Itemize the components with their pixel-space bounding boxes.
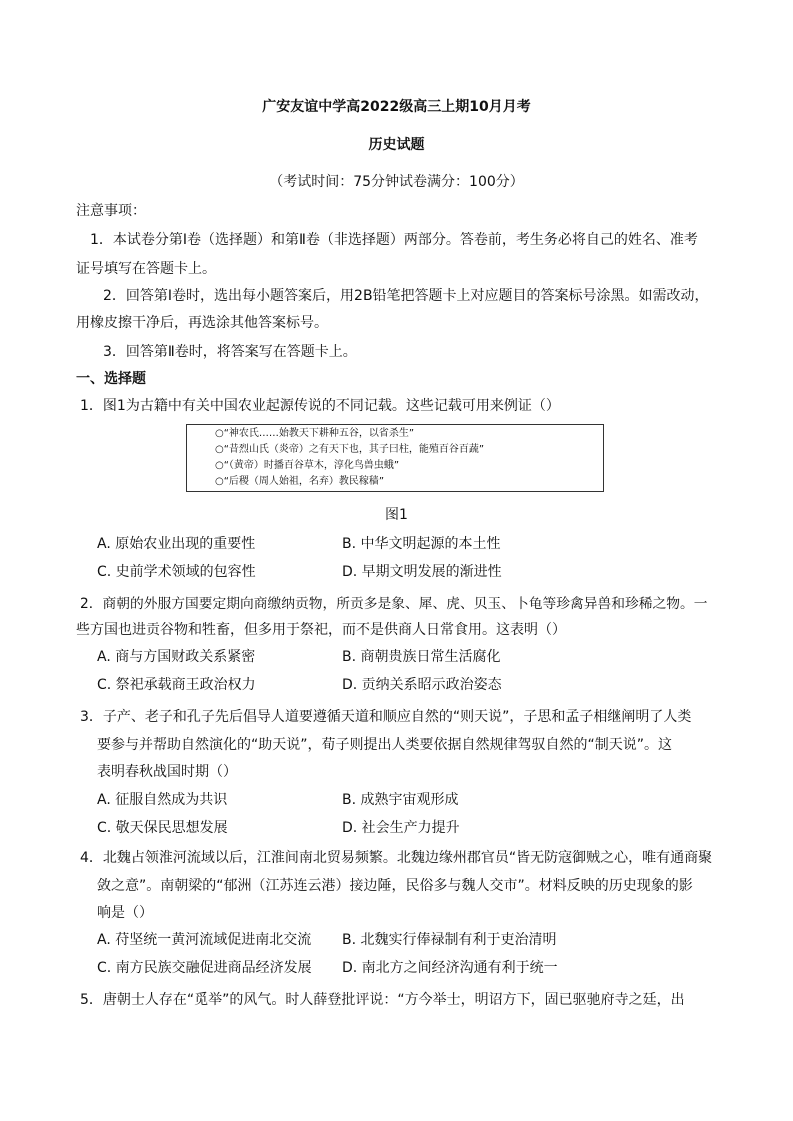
exam-title: 广安友谊中学高2022级高三上期10月月考 (262, 99, 531, 115)
question-3-line-2: 要参与并帮助自然演化的“助天说”，荀子则提出人类要依据自然规律驾驭自然的“制天说”。这 (97, 737, 673, 753)
question-1-option-a: A. 原始农业出现的重要性 (97, 536, 256, 552)
question-4-option-a: A. 苻坚统一黄河流域促进南北交流 (97, 932, 312, 948)
question-3-option-b: B. 成熟宇宙观形成 (342, 792, 459, 808)
question-4-line-3: 响是（） (97, 905, 153, 921)
question-2-option-a: A. 商与方国财政关系紧密 (97, 649, 256, 665)
question-1-option-d: D. 早期文明发展的渐进性 (342, 564, 502, 580)
question-4-option-d: D. 南北方之间经济沟通有利于统一 (342, 960, 558, 976)
notice-item-1-line-2: 证号填写在答题卡上。 (76, 261, 216, 277)
question-3-option-a: A. 征服自然成为共识 (97, 792, 228, 808)
question-4-option-c: C. 南方民族交融促进商品经济发展 (97, 960, 312, 976)
figure-line-3: ○“（黄帝）时播百谷草木，淳化鸟兽虫蛾” (215, 460, 400, 471)
question-1-option-b: B. 中华文明起源的本土性 (342, 536, 501, 552)
question-4-option-b: B. 北魏实行俸禄制有利于吏治清明 (342, 932, 557, 948)
question-2-line-2: 些方国也进贡谷物和牲畜，但多用于祭祀，而不是供商人日常食用。这表明（） (76, 622, 566, 638)
figure-line-1: ○“神农氏……始教天下耕种五谷，以省杀生” (215, 428, 415, 439)
subject-title: 历史试题 (368, 137, 425, 153)
question-4-line-2: 敛之意”。南朝梁的“郁洲（江苏连云港）接边陲，民俗多与魏人交市”。材料反映的历史现象的影 (97, 878, 693, 894)
question-2-option-b: B. 商朝贵族日常生活腐化 (342, 649, 501, 665)
question-2-line-1: 2．商朝的外服方国要定期向商缴纳贡物，所贡多是象、犀、虎、贝玉、卜龟等珍禽异兽和珍稀之物。一 (80, 596, 708, 612)
question-1-option-c: C. 史前学术领域的包容性 (97, 564, 256, 580)
question-1-stem: 1．图1为古籍中有关中国农业起源传说的不同记载。这些记载可用来例证（） (80, 398, 560, 414)
notice-item-3: 3．回答第Ⅱ卷时，将答案写在答题卡上。 (103, 344, 357, 360)
question-2-option-d: D. 贡纳关系昭示政治姿态 (342, 677, 502, 693)
question-3-option-c: C. 敬天保民思想发展 (97, 820, 228, 836)
section-heading: 一、选择题 (76, 371, 146, 387)
notice-heading: 注意事项： (76, 203, 146, 219)
notice-item-1-line-1: 1．本试卷分第Ⅰ卷（选择题）和第Ⅱ卷（非选择题）两部分。答卷前，考生务必将自己的姓名、准考 (90, 232, 698, 248)
question-3-line-1: 3．子产、老子和孔子先后倡导人道要遵循天道和顺应自然的“则天说”，子思和孟子相继阐明了人类 (80, 709, 692, 725)
question-2-option-c: C. 祭祀承载商王政治权力 (97, 677, 256, 693)
exam-info: （考试时间：75分钟试卷满分：100分） (269, 174, 524, 190)
question-5-line-1: 5．唐朝士人存在“觅举”的风气。时人薛登批评说：“方今举士，明诏方下，固已驱驰府寺之廷，出 (80, 992, 685, 1008)
notice-item-2-line-2: 用橡皮擦干净后，再选涂其他答案标号。 (76, 315, 328, 331)
question-4-line-1: 4．北魏占领淮河流域以后，江淮间南北贸易频繁。北魏边缘州郡官员“皆无防寇御贼之心，唯有通商聚 (80, 850, 713, 866)
notice-item-2-line-1: 2．回答第Ⅰ卷时，选出每小题答案后，用2B铅笔把答题卡上对应题目的答案标号涂黑。如需改动， (103, 288, 709, 304)
figure-line-2: ○“昔烈山氏（炎帝）之有天下也，其子曰柱，能殖百谷百蔬” (215, 444, 485, 455)
figure-caption: 图1 (385, 507, 408, 523)
question-3-option-d: D. 社会生产力提升 (342, 820, 460, 836)
figure-line-4: ○“后稷（周人始祖，名弃）教民稼穑” (215, 476, 385, 487)
question-3-line-3: 表明春秋战国时期（） (97, 764, 237, 780)
